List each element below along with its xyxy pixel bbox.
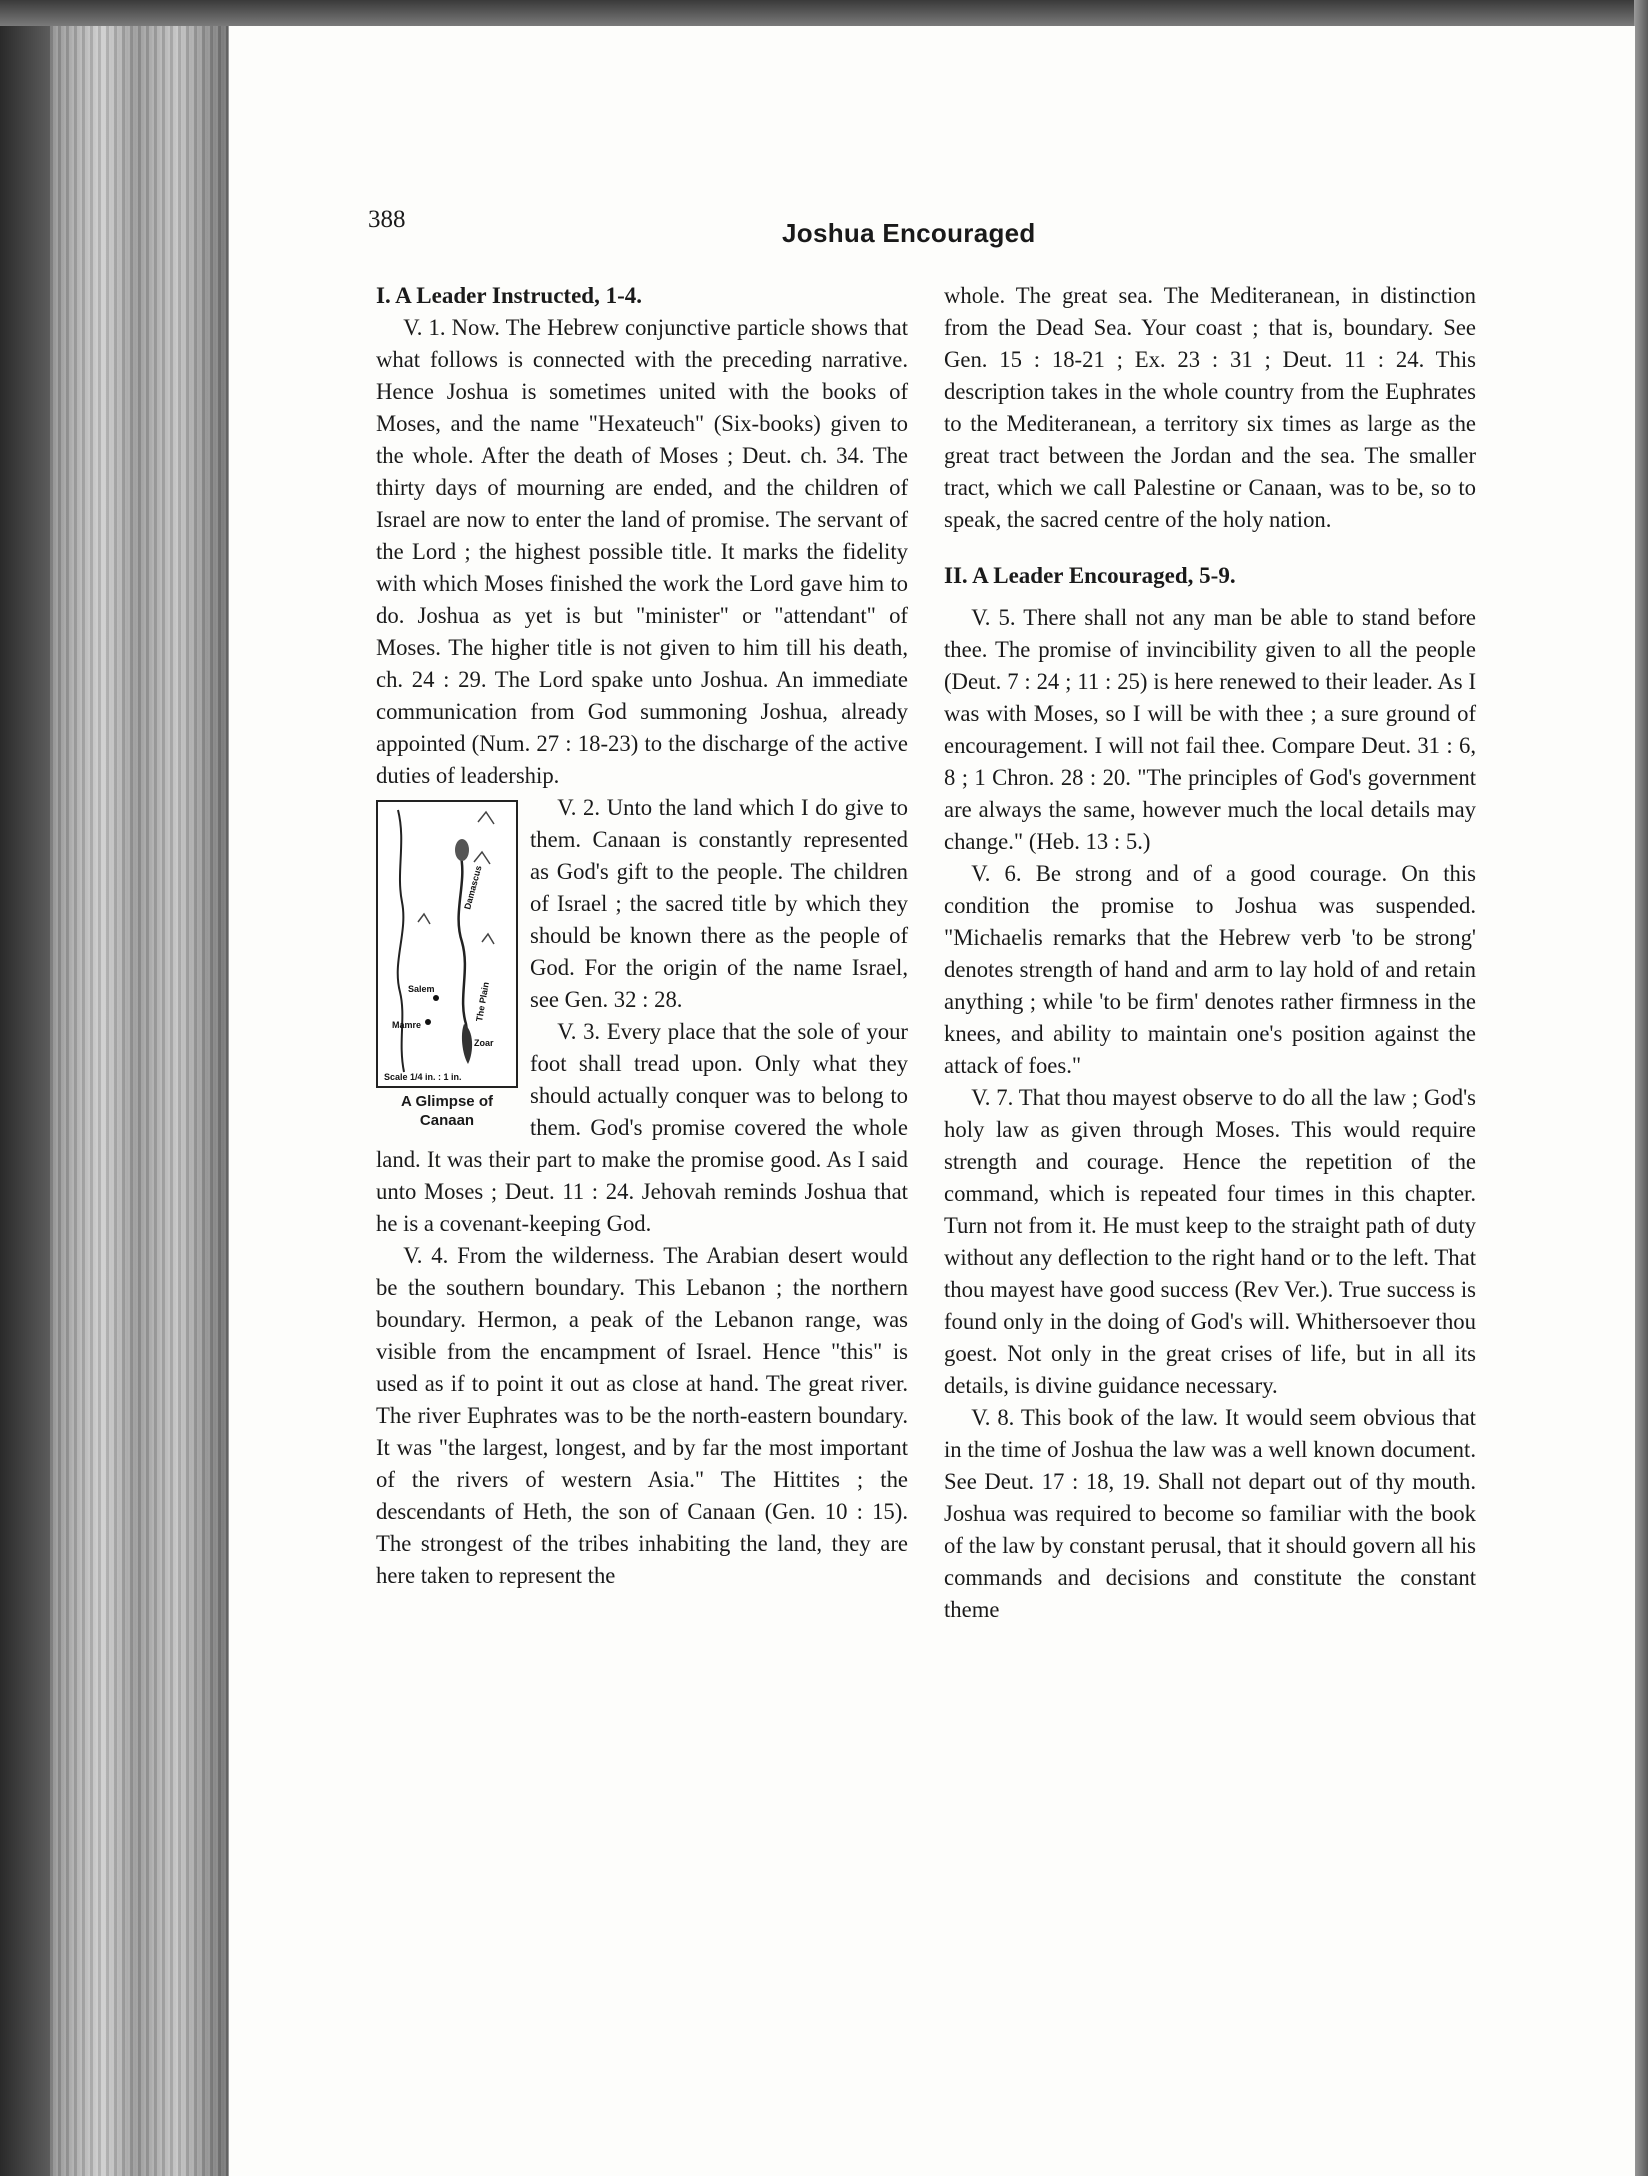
paragraph-v6 [944,858,1476,1082]
paragraph-v1 [376,312,908,792]
map-label-mamre: Mamre [392,1020,422,1030]
map-graphic [378,802,516,1086]
map-hills [418,812,494,944]
paragraph-v7 [944,1082,1476,1402]
map-marker-salem [433,995,439,1001]
figure-caption-line1: A Glimpse of [401,1093,493,1110]
paragraph-v2-text: V. 2. Unto the land which I do give to them. Canaan is constantly represented as God's gift to the people. The children of Israel ; the sacred title by which they should be known there as the people of God. For the origin of the name Israel, see Gen. 32 : 28. [530,795,908,1012]
top-band [0,0,1648,26]
map-label-the-plain: The Plain [474,981,491,1023]
map-scale-label: Scale 1/4 in. : 1 in. [384,1072,462,1082]
paragraph-v5 [944,602,1476,858]
right-band [1634,0,1648,2176]
map-label-damascus: Damascus [462,864,484,911]
paragraph-v1-text: V. 1. Now. The Hebrew conjunctive particle shows that what follows is connected with the preceding narrative. Hence Joshua is sometimes united with the books of Moses, and the name "Hexateuch" (Six-books) given to the whole. After the death of Moses ; Deut. ch. 34. The thirty days of mourning are ended, and the children of Israel are now to enter the land of promise. The servant of the Lord ; the highest possible title. It marks the fidelity with which Moses finished the work the Lord gave him to do. Joshua as yet is but "minister" or "attendant" of Moses. The higher title is not given to him till his death, ch. 24 : 29. The Lord spake unto Joshua. An immediate communication from God summoning Joshua, already appointed (Num. 27 : 18-23) to the discharge of the active duties of leadership. [376,315,908,788]
figure-caption-line2: Canaan [419,1112,475,1129]
paragraph-v5-text: V. 5. There shall not any man be able to stand before thee. The promise of invincibility given to all the people (Deut. 7 : 24 ; 11 : 25) is here renewed to their leader. As I was with Moses, so I will be with thee ; a sure ground of encouragement. I will not fail thee. Compare Deut. 31 : 6, 8 ; 1 Chron. 28 : 20. "The principles of God's government are always the same, however much the local details may change." (Heb. 13 : 5.) [944,605,1476,854]
section-heading-2: II. A Leader Encouraged, 5-9. [944,563,1236,588]
page-number: 388 [368,206,406,233]
map-marker-mamre [425,1019,431,1025]
map-figure [376,800,518,1130]
paragraph-continued-text: whole. The great sea. The Mediteranean, in distinction from the Dead Sea. Your coast ; that is, boundary. See Gen. 15 : 18-21 ; Ex. 23 : 31 ; Deut. 11 : 24. This description takes in the whole country from the Euphrates to the Mediteranean, a territory six times as large as the great tract between the Jordan and the sea. The smaller tract, which we call Palestine or Canaan, was to be, so to speak, the sacred centre of the holy nation. [944,283,1476,532]
map-canaan [376,800,518,1088]
page-edges-shadow [0,0,50,2176]
paragraph-v4 [376,1240,908,1592]
paragraph-continued [944,280,1476,536]
map-sea-galilee [455,839,469,861]
right-column [944,280,1476,1626]
left-column [376,280,908,1592]
paragraph-v7-text: V. 7. That thou mayest observe to do all the law ; God's holy law as given through Moses. This would require strength and courage. Hence the repetition of the command, which is repeated four times in this chapter. Turn not from it. He must keep to the straight path of duty without any deflection to the right hand or to the left. That thou mayest have good success (Rev Ver.). True success is found only in the doing of God's will. Whithersoever thou goest. Not only in the great crises of life, but in all its details, is divine guidance necessary. [944,1085,1476,1398]
section-heading-1: I. A Leader Instructed, 1-4. [376,283,642,308]
map-dead-sea [462,1024,472,1064]
paragraph-v4-text: V. 4. From the wilderness. The Arabian desert would be the southern boundary. This Lebanon ; the northern boundary. Hermon, a peak of the Lebanon range, was visible from the encampment of Israel. Hence "this" is used as if to point it out as close at hand. The great river. The river Euphrates was to be the north-eastern boundary. It was "the largest, longest, and by far the most important of the rivers of western Asia." The Hittites ; the descendants of Heth, the son of Canaan (Gen. 10 : 15). The strongest of the tribes inhabiting the land, they are here taken to represent the [376,1243,908,1588]
paragraph-v8 [944,1402,1476,1626]
map-coastline [398,810,404,1072]
paragraph-v3-text: V. 3. Every place that the sole of your foot shall tread upon. Only what they should actually conquer was to belong to them. God's promise covered the whole land. It was their part to make the promise good. As I said unto Moses ; Deut. 11 : 24. Jehovah reminds Joshua that he is a covenant-keeping God. [376,1019,908,1236]
map-label-zoar: Zoar [474,1038,494,1048]
running-head: Joshua Encouraged [782,218,1036,248]
paragraph-v6-text: V. 6. Be strong and of a good courage. On this condition the promise to Joshua was suspended. "Michaelis remarks that the Hebrew verb 'to be strong' denotes strength of hand and arm to lay hold of and retain anything ; while 'to be firm' denotes rather firmness in the knees, and ability to maintain one's position against the attack of foes." [944,861,1476,1078]
figure-caption [376,1092,518,1130]
map-label-salem: Salem [408,984,435,994]
paragraph-v8-text: V. 8. This book of the law. It would seem obvious that in the time of Joshua the law was a well known document. See Deut. 17 : 18, 19. Shall not depart out of thy mouth. Joshua was required to become so familiar with the book of the law by constant perusal, that it should govern all his commands and decisions and constitute the constant theme [944,1405,1476,1622]
